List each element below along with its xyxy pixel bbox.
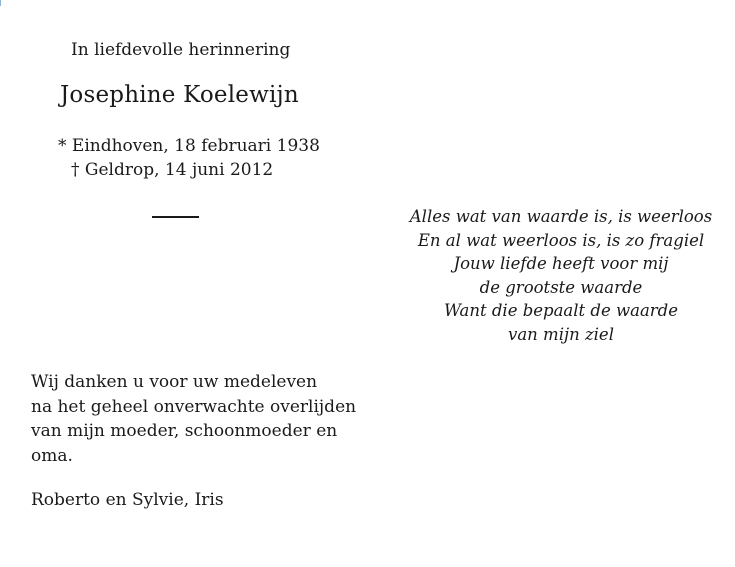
deceased-name: Josephine Koelewijn [60,82,299,108]
poem-line: Alles wat van waarde is, is weerloos [409,207,713,226]
poem-line: Jouw liefde heeft voor mij [453,254,669,274]
poem-line: En al wat weerloos is, is zo fragiel [417,230,705,250]
thanks-line: oma. [31,445,73,466]
birth-line: * Eindhoven, 18 februari 1938 [58,136,320,156]
poem [395,205,727,347]
death-line: † Geldrop, 14 juni 2012 [71,160,274,180]
thanks-line: na het geheel onverwachte overlijden [31,396,357,417]
poem-line: Want die bepaalt de waarde [443,301,678,321]
scan-edge-mark [0,0,5,6]
intro-text: In liefdevolle herinnering [71,40,291,60]
thank-you-message [31,370,357,468]
thanks-line: van mijn moeder, schoonmoeder en [31,421,338,442]
poem-line: van mijn ziel [508,324,614,344]
poem-line: de grootste waarde [479,277,643,297]
thanks-line: Wij danken u voor uw medeleven [31,372,318,392]
divider-line [152,216,199,218]
family-signature: Roberto en Sylvie, Iris [31,490,224,510]
